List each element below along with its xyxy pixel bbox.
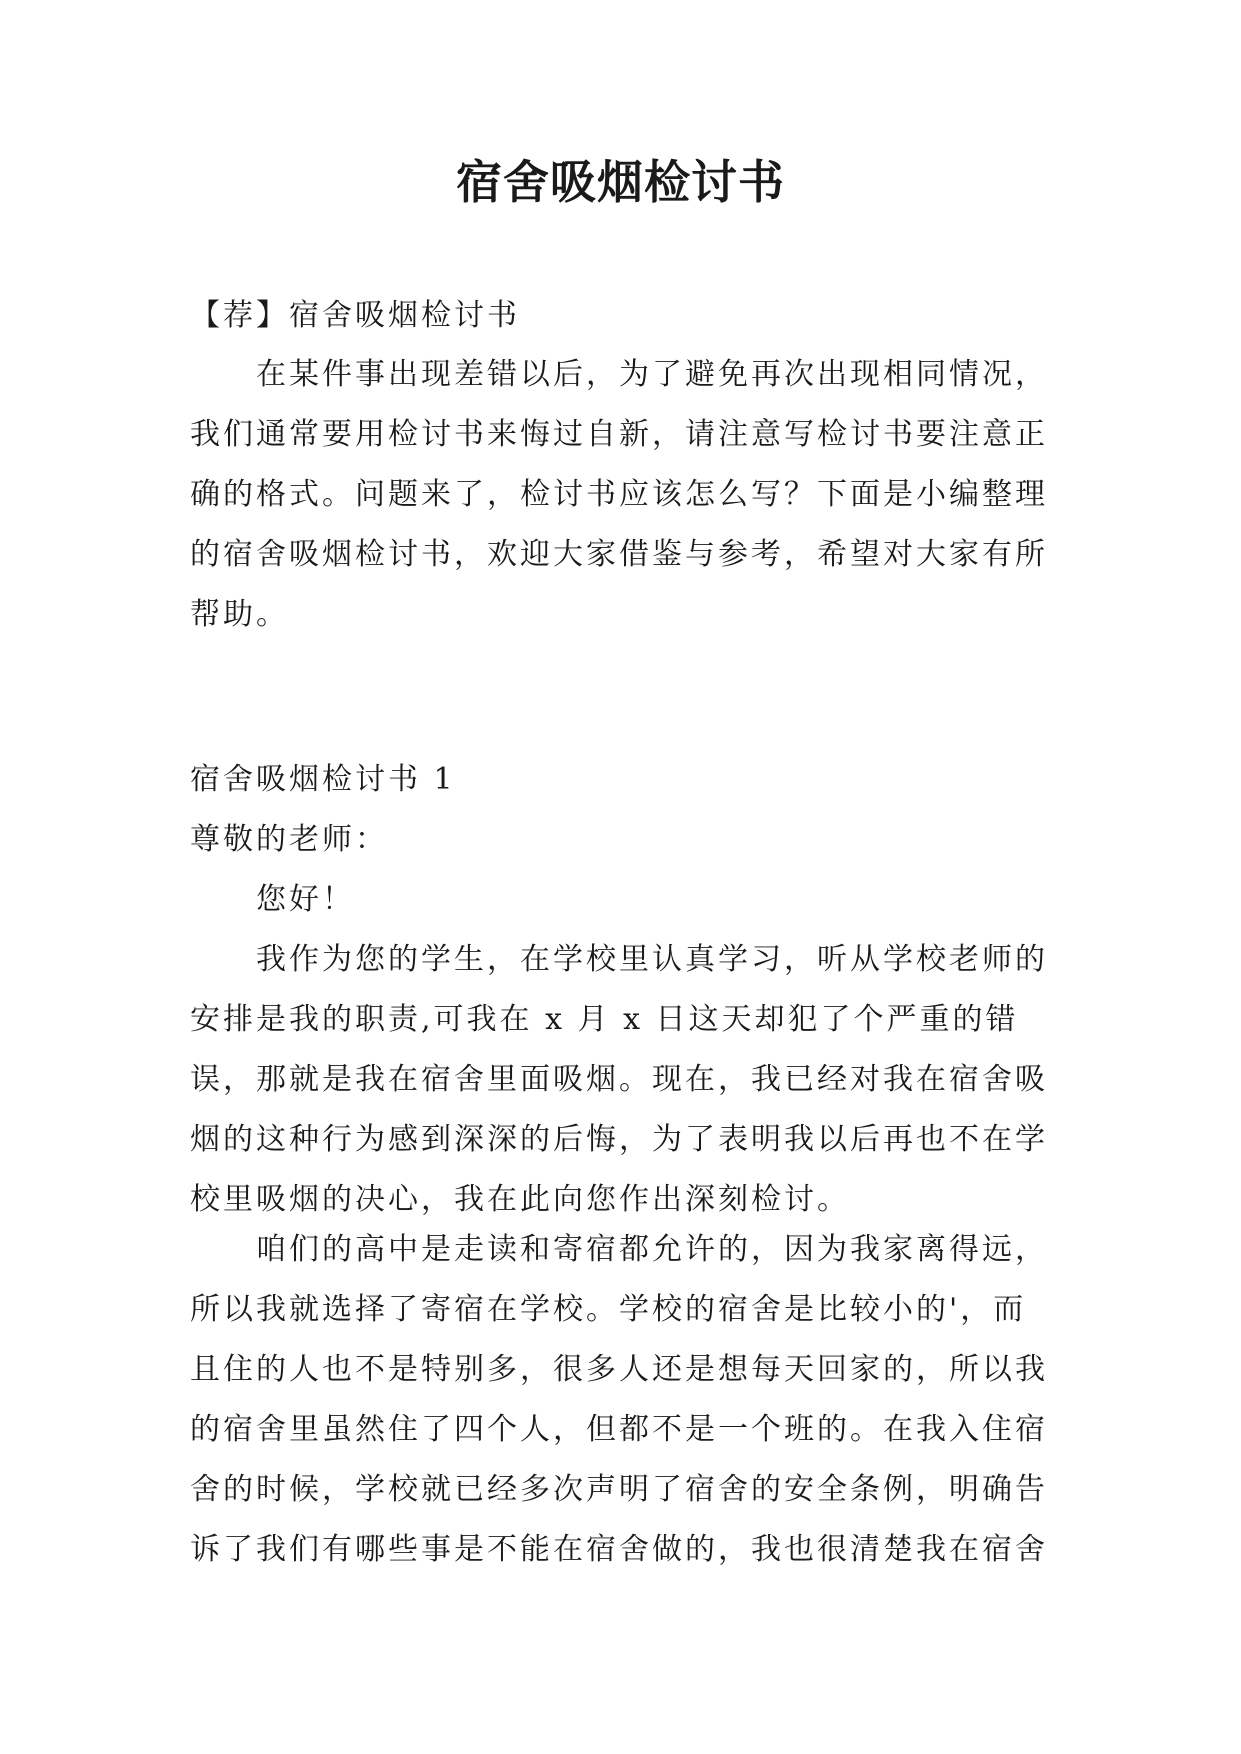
document-title: 宿舍吸烟检讨书	[456, 155, 785, 209]
section-title: 宿舍吸烟检讨书 1	[190, 762, 456, 797]
body-paragraph-1: 我作为您的学生，在学校里认真学习，听从学校老师的安排是我的职责,可我在 x 月 x 日这天却犯了个严重的错误，那就是我在宿舍里面吸烟。现在，我已经对我在宿舍吸烟的这种行为感到深深的后悔，为了表明我以后再也不在学校里吸烟的决心，我在此向您作出深刻检讨。	[190, 942, 1048, 1217]
recommend-line: 【荐】宿舍吸烟检讨书	[190, 298, 520, 333]
body-paragraph-2: 咱们的高中是走读和寄宿都允许的，因为我家离得远，所以我就选择了寄宿在学校。学校的宿舍是比较小的'，而且住的人也不是特别多，很多人还是想每天回家的，所以我的宿舍里虽然住了四个人，但都不是一个班的。在我入住宿舍的时候，学校就已经多次声明了宿舍的安全条例，明确告诉了我们有哪些事是不能在宿舍做的，我也很清楚我在宿舍	[190, 1232, 1048, 1567]
intro-paragraph: 在某件事出现差错以后，为了避免再次出现相同情况，我们通常要用检讨书来悔过自新，请注意写检讨书要注意正确的格式。问题来了，检讨书应该怎么写？下面是小编整理的宿舍吸烟检讨书，欢迎大家借鉴与参考，希望对大家有所帮助。	[190, 357, 1048, 632]
greeting: 您好！	[256, 882, 355, 917]
salutation: 尊敬的老师：	[190, 822, 388, 857]
